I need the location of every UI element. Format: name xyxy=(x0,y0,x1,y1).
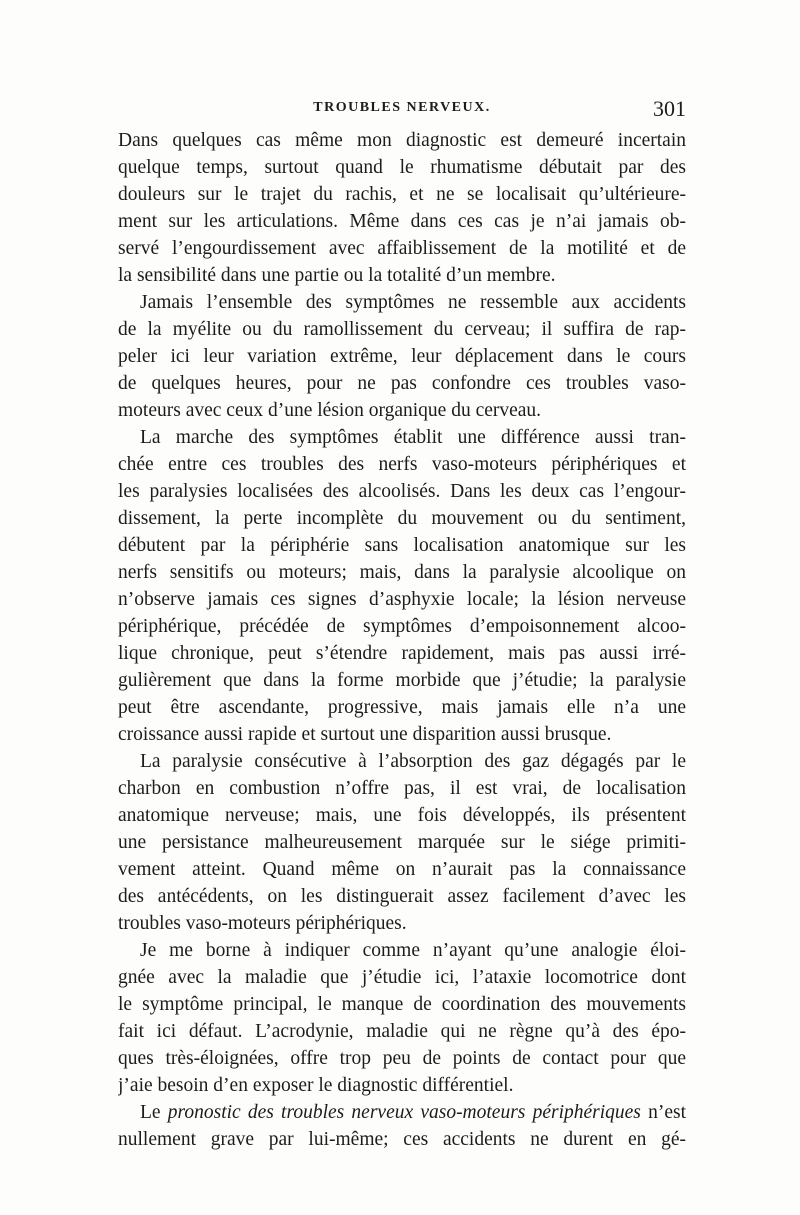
text-line: quelque temps, surtout quand le rhumatisme débutait par des xyxy=(118,157,686,178)
text-line: la sensibilité dans une partie ou la totalité d’un membre. xyxy=(118,265,556,286)
text-line: nullement grave par lui-même; ces accidents ne durent en gé- xyxy=(118,1129,686,1150)
paragraph xyxy=(118,937,686,1099)
text-line: ment sur les articulations. Même dans ces cas je n’ai jamais ob- xyxy=(118,211,686,232)
text-line: dissement, la perte incomplète du mouvement ou du sentiment, xyxy=(118,508,686,529)
running-head xyxy=(118,96,686,126)
text-line: douleurs sur le trajet du rachis, et ne se localisait qu’ultérieure- xyxy=(118,184,686,205)
italic-phrase: pronostic des troubles nerveux vaso-moteurs périphériques xyxy=(167,1102,641,1123)
text-line: des antécédents, on les distinguerait assez facilement d’avec les xyxy=(118,886,686,907)
text-line: une persistance malheureusement marquée sur le siége primiti- xyxy=(118,832,686,853)
text-line: peut être ascendante, progressive, mais jamais elle n’a une xyxy=(118,697,686,718)
body-text xyxy=(118,127,686,1153)
paragraph xyxy=(118,289,686,424)
text-line: gulièrement que dans la forme morbide que j’étudie; la paralysie xyxy=(118,670,686,691)
text-line: ques très-éloignées, offre trop peu de points de contact pour que xyxy=(118,1048,686,1069)
running-title: TROUBLES NERVEUX. xyxy=(313,100,491,115)
text-line: Je me borne à indiquer comme n’ayant qu’une analogie éloi- xyxy=(140,940,686,961)
paragraph-prognosis xyxy=(118,1099,686,1153)
text-run: n’est xyxy=(640,1102,686,1123)
text-line: croissance aussi rapide et surtout une disparition aussi brusque. xyxy=(118,724,612,745)
text-line: La marche des symptômes établit une différence aussi tran- xyxy=(140,427,686,448)
text-line: les paralysies localisées des alcoolisés. Dans les deux cas l’engour- xyxy=(118,481,686,502)
text-line: vement atteint. Quand même on n’aurait pas la connaissance xyxy=(118,859,686,880)
text-line: troubles vaso-moteurs périphériques. xyxy=(118,913,407,934)
text-line: périphérique, précédée de symptômes d’empoisonnement alcoo- xyxy=(118,616,686,637)
text-line: nerfs sensitifs ou moteurs; mais, dans la paralysie alcoolique on xyxy=(118,562,686,583)
text-run: Le xyxy=(140,1102,168,1123)
text-line: chée entre ces troubles des nerfs vaso-moteurs périphériques et xyxy=(118,454,686,475)
text-line: de quelques heures, pour ne pas confondre ces troubles vaso- xyxy=(118,373,686,394)
text-line: lique chronique, peut s’étendre rapidement, mais pas aussi irré- xyxy=(118,643,686,664)
paragraph xyxy=(118,748,686,937)
text-line: anatomique nerveuse; mais, une fois développés, ils présentent xyxy=(118,805,686,826)
text-line xyxy=(118,1099,686,1126)
text-line: charbon en combustion n’offre pas, il est vrai, de localisation xyxy=(118,778,686,799)
text-line: peler ici leur variation extrême, leur déplacement dans le cours xyxy=(118,346,686,367)
text-line: gnée avec la maladie que j’étudie ici, l’ataxie locomotrice dont xyxy=(118,967,686,988)
paragraph xyxy=(118,127,686,289)
text-line: le symptôme principal, le manque de coordination des mouvements xyxy=(118,994,686,1015)
page-number: 301 xyxy=(653,96,686,121)
text-line: fait ici défaut. L’acrodynie, maladie qui ne règne qu’à des épo- xyxy=(118,1021,686,1042)
text-line: servé l’engourdissement avec affaiblissement de la motilité et de xyxy=(118,238,686,259)
text-line: moteurs avec ceux d’une lésion organique du cerveau. xyxy=(118,400,542,421)
text-line: La paralysie consécutive à l’absorption des gaz dégagés par le xyxy=(140,751,686,772)
paragraph xyxy=(118,424,686,748)
text-line: Jamais l’ensemble des symptômes ne ressemble aux accidents xyxy=(140,292,686,313)
text-line: n’observe jamais ces signes d’asphyxie locale; la lésion nerveuse xyxy=(118,589,686,610)
text-line: de la myélite ou du ramollissement du cerveau; il suffira de rap- xyxy=(118,319,686,340)
text-line: débutent par la périphérie sans localisation anatomique sur les xyxy=(118,535,686,556)
text-line: j’aie besoin d’en exposer le diagnostic différentiel. xyxy=(118,1075,514,1096)
text-line: Dans quelques cas même mon diagnostic est demeuré incertain xyxy=(118,130,686,151)
